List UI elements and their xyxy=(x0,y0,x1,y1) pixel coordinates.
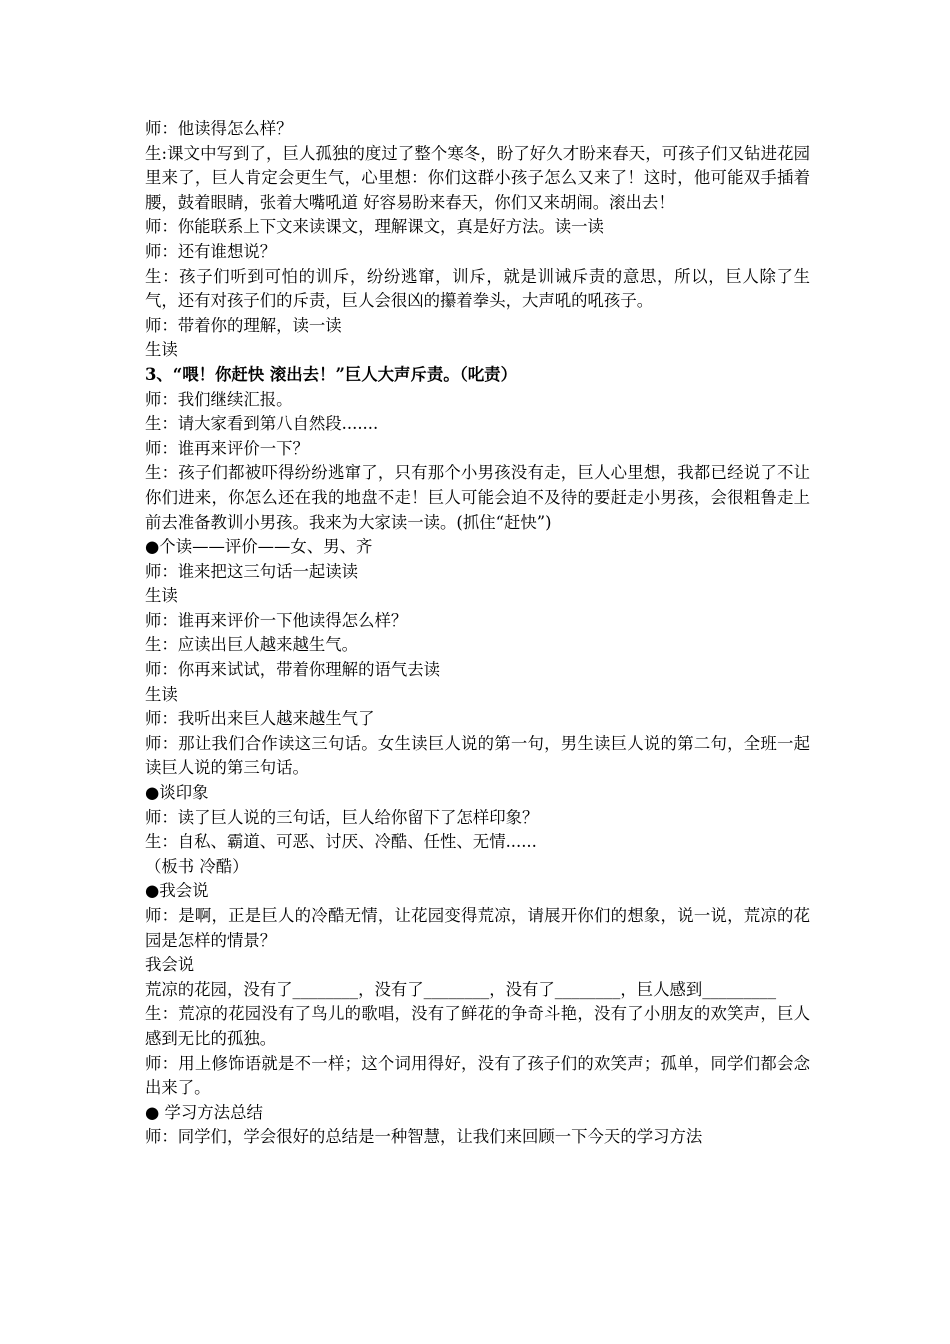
text-line: 师：谁再来评价一下他读得怎么样？ xyxy=(145,610,408,630)
text-line: 师：还有谁想说？ xyxy=(145,241,277,261)
text-line: 师：同学们，学会很好的总结是一种智慧，让我们来回顾一下今天的学习方法 xyxy=(145,1127,703,1147)
text-line: 师：那让我们合作读这三句话。女生读巨人说的第一句，男生读巨人说的第二句，全班一起读巨人说的第三句话。 xyxy=(145,733,810,778)
text-line: 师：带着你的理解，读一读 xyxy=(145,315,342,335)
bullet-item: ●个读——评价——女、男、齐 xyxy=(145,537,373,557)
text-line: （板书 冷酷） xyxy=(145,856,249,876)
text-line: 生：自私、霸道、可恶、讨厌、冷酷、任性、无情...... xyxy=(145,832,537,852)
bullet-item: ●我会说 xyxy=(145,881,209,901)
text-line: 师：他读得怎么样？ xyxy=(145,119,293,138)
text-line: 生：孩子们都被吓得纷纷逃窜了，只有那个小男孩没有走，巨人心里想，我都已经说了不让你们进来，你怎么还在我的地盘不走！巨人可能会迫不及待的要赶走小男孩，会很粗鲁走上前去准备教训小男孩。我来为大家读一读。(抓住“赶快”) xyxy=(145,463,810,532)
bullet-item: ●谈印象 xyxy=(145,783,209,803)
text-line: 生：请大家看到第八自然段....... xyxy=(145,414,379,434)
fill-in-blank-line: 荒凉的花园，没有了________，没有了________，没有了________，巨人感到_________ xyxy=(145,979,777,999)
document-body xyxy=(145,117,810,1150)
text-line: 师：你再来试试，带着你理解的语气去读 xyxy=(145,660,441,680)
text-line: 师：读了巨人说的三句话，巨人给你留下了怎样印象？ xyxy=(145,807,539,827)
section-heading: 3、“喂！你赶快 滚出去！”巨人大声斥责。（叱责） xyxy=(145,364,517,384)
text-line: 师：用上修饰语就是不一样；这个词用得好，没有了孩子们的欢笑声；孤单，同学们都会念出来了。 xyxy=(145,1053,810,1098)
text-line: 生：荒凉的花园没有了鸟儿的歌唱，没有了鲜花的争奇斗艳，没有了小朋友的欢笑声，巨人感到无比的孤独。 xyxy=(145,1004,810,1048)
text-line: 师：我听出来巨人越来越生气了 xyxy=(145,709,375,729)
text-line: 生：应读出巨人越来越生气。 xyxy=(145,635,359,655)
text-line: 生：孩子们听到可怕的训斥，纷纷逃窜，训斥，就是训诫斥责的意思，所以，巨人除了生气，还有对孩子们的斥责，巨人会很凶的攥着拳头，大声吼的吼孩子。 xyxy=(145,266,810,311)
text-line: 我会说 xyxy=(145,955,195,975)
text-line: 师：谁再来评价一下？ xyxy=(145,438,309,458)
text-line: 师：你能联系上下文来读课文，理解课文，真是好方法。读一读 xyxy=(145,217,604,237)
text-line: 师：是啊，正是巨人的冷酷无情，让花园变得荒凉，请展开你们的想象，说一说，荒凉的花园是怎样的情景？ xyxy=(145,906,810,950)
text-line: 生读 xyxy=(145,684,178,704)
text-line: 生:课文中写到了，巨人孤独的度过了整个寒冬，盼了好久才盼来春天，可孩子们又钻进花园里来了，巨人肯定会更生气，心里想：你们这群小孩子怎么又来了！这时，他可能双手插着腰，鼓着眼睛，张着大嘴吼道 好容易盼来春天，你们又来胡闹。滚出去！ xyxy=(145,143,810,212)
bullet-item: ● 学习方法总结 xyxy=(145,1102,263,1122)
text-line: 生读 xyxy=(145,586,178,606)
text-line: 师：我们继续汇报。 xyxy=(145,389,293,409)
text-line: 师：谁来把这三句话一起读读 xyxy=(145,561,359,581)
text-line: 生读 xyxy=(145,340,178,360)
